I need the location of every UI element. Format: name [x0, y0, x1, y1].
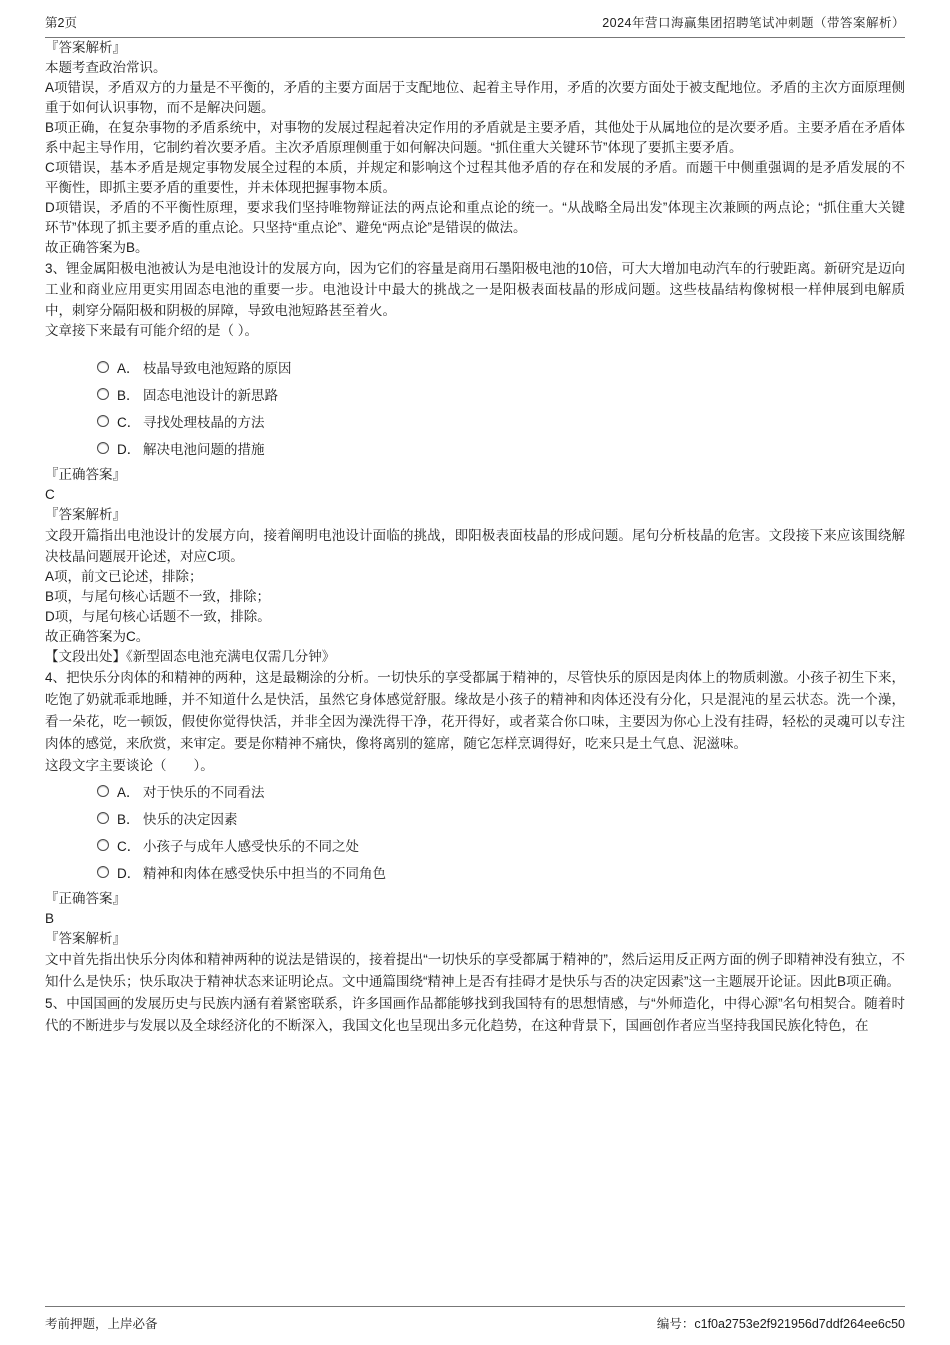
- q4-option-b[interactable]: [45, 804, 905, 831]
- q4-answer-block: [45, 889, 905, 949]
- q4-correct-answer: B: [45, 911, 55, 926]
- radio-icon[interactable]: [97, 442, 109, 454]
- radio-icon[interactable]: [97, 361, 109, 373]
- document-title: 2024年营口海赢集团招聘笔试冲刺题（带答案解析）: [602, 16, 905, 30]
- q3-elim-d: D项，与尾句核心话题不一致，排除。: [45, 609, 271, 624]
- q2-analysis-option-b: B项正确，在复杂事物的矛盾系统中，对事物的发展过程起着决定作用的矛盾就是主要矛盾，其他处于从属地位的是次要矛盾。主要矛盾在矛盾体系中起主导作用，它制约着次要矛盾。主次矛盾原理侧重于如何解决问题。“抓住重大关键环节”体现了要抓主要矛盾。: [45, 120, 905, 155]
- q3-elim-a: A项，前文已论述，排除；: [45, 569, 203, 584]
- page-footer: [45, 1306, 905, 1332]
- option-letter: A．: [117, 360, 140, 376]
- radio-icon[interactable]: [97, 866, 109, 878]
- option-text: 小孩子与成年人感受快乐的不同之处: [143, 838, 359, 854]
- q2-analysis-option-c: C项错误，基本矛盾是规定事物发展全过程的本质，并规定和影响这个过程其他矛盾的存在和发展的矛盾。而题干中侧重强调的是矛盾发展的不平衡性，即抓主要矛盾的重要性，并未体现把握事物本质。: [45, 160, 905, 195]
- q3-source: 【文段出处】《新型固态电池充满电仅需几分钟》: [45, 649, 336, 664]
- q4-option-d[interactable]: [45, 858, 905, 885]
- q3-elim-b: B项，与尾句核心话题不一致，排除；: [45, 589, 271, 604]
- option-letter: C．: [117, 838, 141, 854]
- option-letter: C．: [117, 414, 141, 430]
- q3-correct-label: 『正确答案』: [45, 467, 126, 482]
- q4-analysis-label: 『答案解析』: [45, 931, 126, 946]
- footer-document-code: 编号：c1f0a2753e2f921956d7ddf264ee6c50: [656, 1317, 905, 1331]
- q5-stem: 5、中国国画的发展历史与民族内涵有着紧密联系，许多国画作品都能够找到我国特有的思想情感，与“外师造化，中得心源”名句相契合。随着时代的不断进步与发展以及全球经济化的不断深入，我国文化也呈现出多元化趋势，在这种背景下，国画创作者应当坚持我国民族化特色，在: [45, 996, 905, 1033]
- option-text: 快乐的决定因素: [143, 811, 238, 827]
- q4-option-a[interactable]: [45, 777, 905, 804]
- option-letter: A．: [117, 784, 140, 800]
- q3-question: 文章接下来最有可能介绍的是（ ）。: [45, 323, 259, 338]
- q4-option-c[interactable]: [45, 831, 905, 858]
- option-letter: D．: [117, 865, 141, 881]
- q4-options: [45, 777, 905, 885]
- q3-option-a[interactable]: [45, 353, 905, 380]
- option-text: 固态电池设计的新思路: [143, 387, 278, 403]
- q3-stem: 3、锂金属阳极电池被认为是电池设计的发展方向，因为它们的容量是商用石墨阳极电池的10倍，可大大增加电动汽车的行驶距离。新研究是迈向工业和商业应用更实用固态电池的重要一步。电池设计中最大的挑战之一是阳极表面枝晶的形成问题。这些枝晶结构像树根一样伸展到电解质中，刺穿分隔阳极和阴极的屏障，导致电池短路甚至着火。: [45, 261, 905, 318]
- q2-analysis-option-a: A项错误，矛盾双方的力量是不平衡的，矛盾的主要方面居于支配地位、起着主导作用，矛盾的次要方面处于被支配地位。矛盾的主次方面原理侧重于如何认识事物，而不是解决问题。: [45, 80, 905, 115]
- radio-icon[interactable]: [97, 839, 109, 851]
- q3-option-d[interactable]: [45, 434, 905, 461]
- option-text: 解决电池问题的措施: [143, 441, 265, 457]
- footer-slogan: 考前押题，上岸必备: [45, 1317, 158, 1331]
- option-letter: B．: [117, 387, 140, 403]
- q4-stem: 4、把快乐分肉体的和精神的两种，这是最糊涂的分析。一切快乐的享受都属于精神的，尽管快乐的原因是肉体上的物质刺激。小孩子初生下来，吃饱了奶就乖乖地睡，并不知道什么是快活，虽然它身体感觉舒服。缘故是小孩子的精神和肉体还没有分化，只是混沌的星云状态。洗一个澡，看一朵花，吃一顿饭，假使你觉得快活，并非全因为澡洗得干净，花开得好，或者菜合你口味，主要因为你心上没有挂碍，轻松的灵魂可以专注肉体的感觉，来欣赏，来审定。要是你精神不痛快，像将离别的筵席，随它怎样烹调得好，吃来只是土气息、泥滋味。: [45, 670, 905, 751]
- q3-analysis-text: 文段开篇指出电池设计的发展方向，接着阐明电池设计面临的挑战，即阳极表面枝晶的形成问题。尾句分析枝晶的危害。文段接下来应该围绕解决枝晶问题展开论述，对应C项。: [45, 528, 905, 564]
- q3-correct-answer: C: [45, 487, 55, 502]
- q2-analysis-label: 『答案解析』: [45, 40, 126, 55]
- page-header: [45, 0, 905, 38]
- page-number: 第2页: [45, 16, 77, 30]
- option-text: 精神和肉体在感受快乐中担当的不同角色: [143, 865, 386, 881]
- q2-analysis-option-d: D项错误，矛盾的不平衡性原理，要求我们坚持唯物辩证法的两点论和重点论的统一。“从战略全局出发”体现主次兼顾的两点论；“抓住重大关键环节”体现了抓主要矛盾的重点论。只坚持“重点论”、避免“两点论”是错误的做法。: [45, 200, 905, 235]
- option-letter: D．: [117, 441, 141, 457]
- q3-conclusion: 故正确答案为C。: [45, 629, 150, 644]
- q4-correct-label: 『正确答案』: [45, 891, 126, 906]
- radio-icon[interactable]: [97, 812, 109, 824]
- radio-icon[interactable]: [97, 388, 109, 400]
- q2-analysis-intro: 本题考查政治常识。: [45, 60, 167, 75]
- q3-options: [45, 353, 905, 461]
- page-content: [45, 38, 905, 1037]
- q4-analysis-text: 文中首先指出快乐分肉体和精神两种的说法是错误的，接着提出“一切快乐的享受都属于精神的”，然后运用反正两方面的例子即精神没有独立，不知什么是快乐；快乐取决于精神状态来证明论点。文中通篇围绕“精神上是否有挂碍才是快乐与否的决定因素”这一主题展开论证。因此B项正确。: [45, 952, 905, 989]
- radio-icon[interactable]: [97, 415, 109, 427]
- q3-answer-block: [45, 465, 905, 525]
- radio-icon[interactable]: [97, 785, 109, 797]
- q4-question: 这段文字主要谈论（ ）。: [45, 758, 214, 773]
- q3-analysis-label: 『答案解析』: [45, 507, 126, 522]
- q2-analysis-conclusion: 故正确答案为B。: [45, 240, 149, 255]
- q3-option-c[interactable]: [45, 407, 905, 434]
- option-letter: B．: [117, 811, 140, 827]
- q3-option-b[interactable]: [45, 380, 905, 407]
- option-text: 对于快乐的不同看法: [143, 784, 265, 800]
- option-text: 枝晶导致电池短路的原因: [143, 360, 292, 376]
- option-text: 寻找处理枝晶的方法: [143, 414, 265, 430]
